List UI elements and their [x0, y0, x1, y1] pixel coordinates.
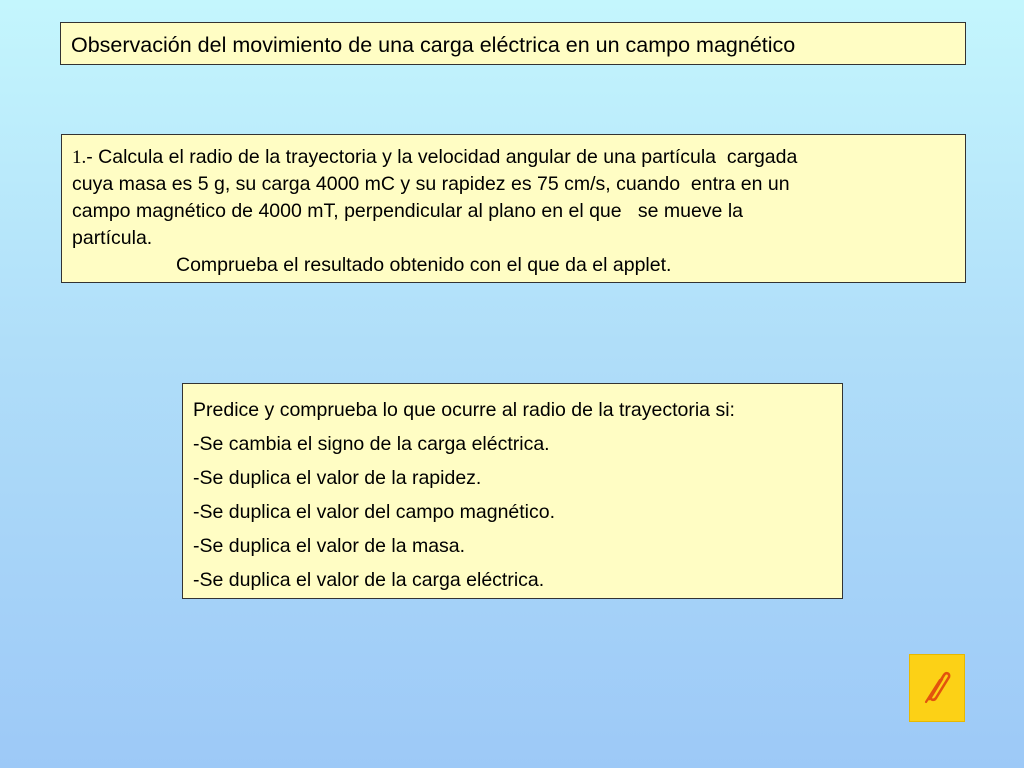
- paperclip-icon: [920, 669, 954, 707]
- problem-number: 1.: [72, 147, 87, 168]
- attachment-link-button[interactable]: [909, 654, 965, 722]
- predict-box: [182, 383, 843, 599]
- predict-item: -Se duplica el valor de la carga eléctrica.: [193, 569, 545, 591]
- problem-text-3: campo magnético de 4000 mT, perpendicular al plano en el que se mueve la: [72, 200, 743, 222]
- problem-text-1: - Calcula el radio de la trayectoria y la velocidad angular de una partícula cargada: [86, 146, 798, 168]
- problem-text-4: partícula.: [72, 227, 153, 249]
- predict-item: -Se duplica el valor de la masa.: [193, 535, 466, 557]
- problem-check-text: Comprueba el resultado obtenido con el que da el applet.: [176, 254, 672, 276]
- predict-item: -Se duplica el valor del campo magnético.: [193, 501, 556, 523]
- predict-intro: Predice y comprueba lo que ocurre al radio de la trayectoria si:: [193, 399, 735, 421]
- predict-item: -Se duplica el valor de la rapidez.: [193, 467, 482, 489]
- problem-line-1: [72, 144, 965, 171]
- problem-box: [61, 134, 966, 283]
- title-box: [60, 22, 966, 65]
- problem-text-2: cuya masa es 5 g, su carga 4000 mC y su rapidez es 75 cm/s, cuando entra en un: [72, 173, 790, 195]
- predict-item: -Se cambia el signo de la carga eléctrica.: [193, 433, 550, 455]
- slide-title: Observación del movimiento de una carga eléctrica en un campo magnético: [71, 33, 796, 57]
